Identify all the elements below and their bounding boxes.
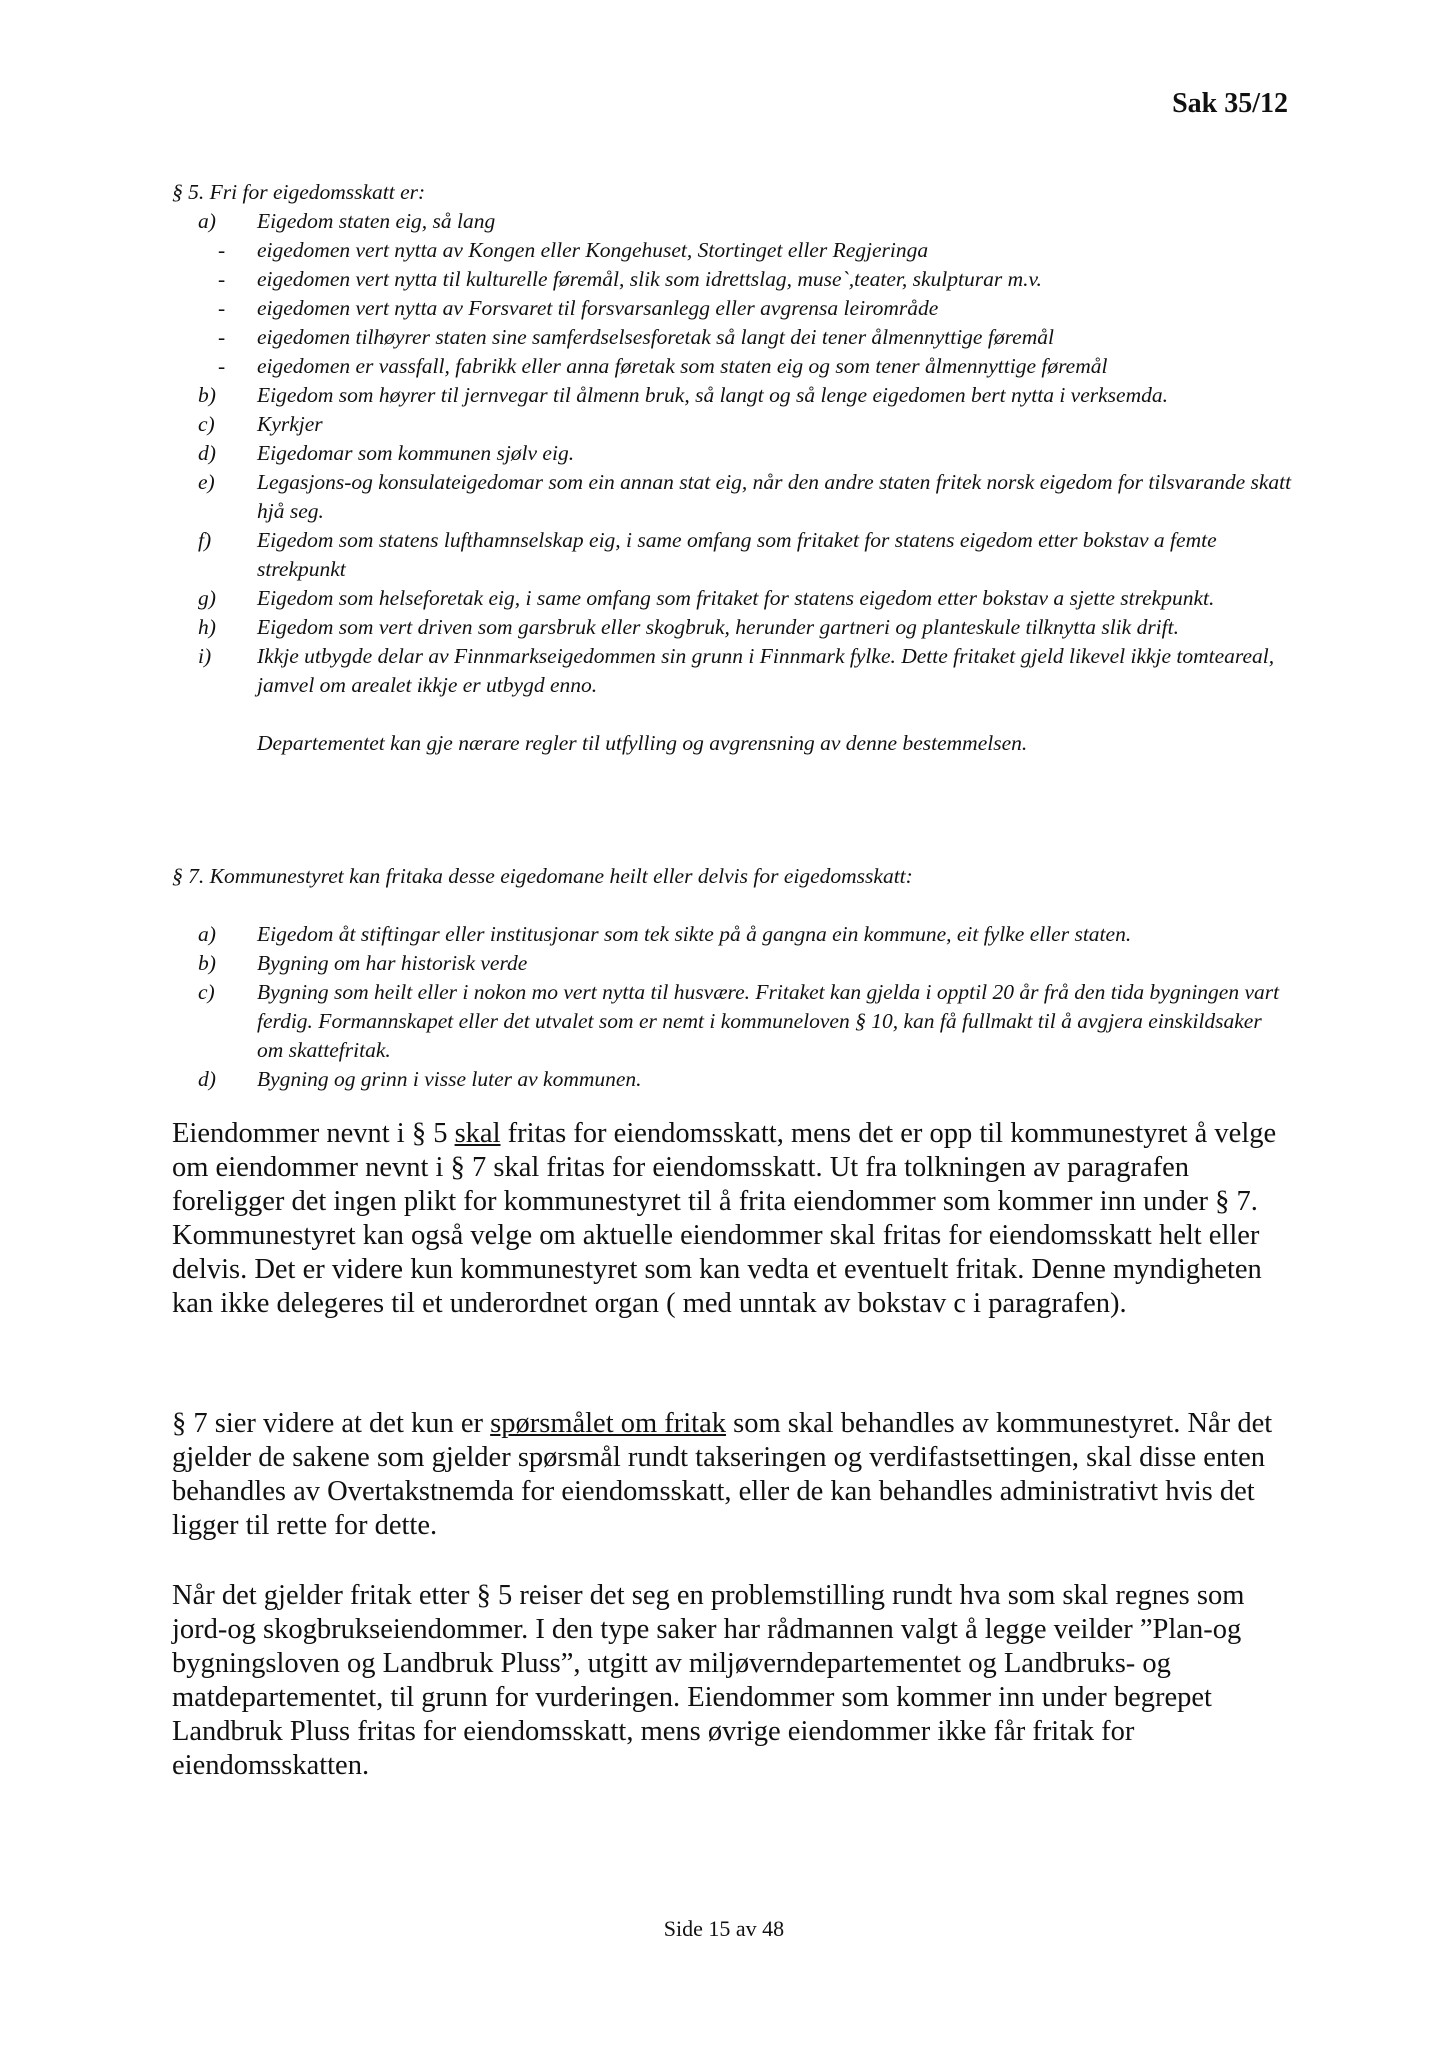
item-text: Eigedom som helseforetak eig, i same omfang som fritaket for statens eigedom etter bokstav a sjette strekpunkt.	[257, 586, 1215, 610]
item-text: Bygning som heilt eller i nokon mo vert nytta til husvære. Fritaket kan gjelda i opptil 20 år frå den tida bygningen vart ferdig. Formannskapet eller det utvalet som er nemt i kommuneloven § 10, kan få fullmakt til å avgjera einskildsaker om skattefritak.	[257, 980, 1280, 1062]
list-item	[172, 978, 1292, 1065]
page-number: Side 15 av 48	[663, 1916, 785, 1941]
item-marker: a)	[198, 922, 216, 946]
paragraph-text: som skal behandles av kommunestyret. Når det gjelder de sakene som gjelder spørsmål rundt takseringen og verdifastsettingen, skal disse enten behandles av Overtakstnemda for eiendomsskatt, eller de kan behandles administrativt hvis det ligger til rette for dette.	[172, 1408, 1273, 1541]
paragraph-text: § 7 sier videre at det kun er	[172, 1408, 491, 1439]
paragraph-exemption-rules	[172, 1117, 1292, 1321]
underlined-text: skal	[454, 1118, 501, 1149]
item-text: eigedomen vert nytta av Forsvaret til forsvarsanlegg eller avgrensa leirområde	[257, 296, 939, 320]
item-marker: h)	[198, 615, 216, 639]
item-text: Eigedomar som kommunen sjølv eig.	[257, 441, 575, 465]
list-item	[172, 439, 1292, 468]
list-item	[172, 1065, 1292, 1094]
section-5-note: Departementet kan gje nærare regler til utfylling og avgrensning av denne bestemmelsen.	[257, 731, 1028, 755]
section-5-list	[172, 207, 1292, 700]
item-marker: i)	[198, 644, 212, 668]
item-text: Eigedom som høyrer til jernvegar til ålmenn bruk, så langt og så lenge eigedomen bert nytta i verksemda.	[257, 383, 1168, 407]
item-marker: b)	[198, 951, 216, 975]
item-text: Kyrkjer	[257, 412, 323, 436]
item-marker: a)	[198, 209, 216, 233]
list-item	[172, 584, 1292, 613]
section-7-heading: § 7. Kommunestyret kan fritaka desse eigedomane heilt eller delvis for eigedomsskatt:	[172, 864, 913, 888]
item-text: Bygning om har historisk verde	[257, 951, 528, 975]
item-marker: c)	[198, 980, 215, 1004]
item-marker: -	[218, 238, 226, 262]
section-7-list	[172, 920, 1292, 1094]
item-text: Eigedom som statens lufthamnselskap eig, i same omfang som fritaket for statens eigedom etter bokstav a femte strekpunkt	[257, 528, 1217, 581]
paragraph-section-7-handling	[172, 1407, 1292, 1543]
item-text: eigedomen vert nytta av Kongen eller Kongehuset, Stortinget eller Regjeringa	[257, 238, 929, 262]
item-marker: d)	[198, 1067, 216, 1091]
list-item	[172, 468, 1292, 526]
item-text: eigedomen er vassfall, fabrikk eller anna føretak som staten eig og som tener ålmennyttige føremål	[257, 354, 1108, 378]
underlined-text: spørsmålet om fritak	[490, 1408, 727, 1439]
paragraph-text: Når det gjelder fritak etter § 5 reiser det seg en problemstilling rundt hva som skal regnes som jord-og skogbrukseiendommer. I den type saker har rådmannen valgt å legge veilder ”Plan-og bygningsloven og Landbruk Pluss”, utgitt av miljøverndepartementet og Landbruks- og matdepartementet, til grunn for vurderingen. Eiendommer som kommer inn under begrepet Landbruk Pluss fritas for eiendomsskatt, mens øvrige eiendommer ikke får fritak for eiendomsskatten.	[172, 1580, 1245, 1781]
list-item	[172, 642, 1292, 700]
case-number: Sak 35/12	[1172, 88, 1288, 119]
section-5	[172, 178, 1292, 758]
item-marker: d)	[198, 441, 216, 465]
section-5-heading: § 5. Fri for eigedomsskatt er:	[172, 180, 426, 204]
list-item	[172, 920, 1292, 949]
list-item	[172, 352, 1292, 381]
item-marker: -	[218, 267, 226, 291]
item-marker: f)	[198, 528, 212, 552]
list-item	[172, 265, 1292, 294]
item-marker: -	[218, 296, 226, 320]
list-item	[172, 207, 1292, 236]
item-text: eigedomen tilhøyrer staten sine samferdselsesforetak så langt dei tener ålmennyttige føremål	[257, 325, 1054, 349]
list-item	[172, 381, 1292, 410]
list-item	[172, 949, 1292, 978]
paragraph-text: fritas for eiendomsskatt, mens det er opp til kommunestyret å velge om eiendommer nevnt i § 7 skal fritas for eiendomsskatt. Ut fra tolkningen av paragrafen foreligger det ingen plikt for kommunestyret til å frita eiendommer som kommer inn under § 7. Kommunestyret kan også velge om aktuelle eiendommer skal fritas for eiendomsskatt helt eller delvis. Det er videre kun kommunestyret som kan vedta et eventuelt fritak. Denne myndigheten kan ikke delegeres til et underordnet organ ( med unntak av bokstav c i paragrafen).	[172, 1118, 1277, 1319]
paragraph-landbruk-pluss	[172, 1579, 1292, 1783]
list-item	[172, 410, 1292, 439]
list-item	[172, 294, 1292, 323]
item-marker: e)	[198, 470, 215, 494]
item-text: eigedomen vert nytta til kulturelle føremål, slik som idrettslag, muse`,teater, skulpturar m.v.	[257, 267, 1042, 291]
item-text: Bygning og grinn i visse luter av kommunen.	[257, 1067, 642, 1091]
item-marker: g)	[198, 586, 216, 610]
list-item	[172, 236, 1292, 265]
item-text: Ikkje utbygde delar av Finnmarkseigedommen sin grunn i Finnmark fylke. Dette fritaket gjeld likevel ikkje tomteareal, jamvel om arealet ikkje er utbygd enno.	[257, 644, 1275, 697]
list-item	[172, 323, 1292, 352]
item-marker: c)	[198, 412, 215, 436]
item-text: Legasjons-og konsulateigedomar som ein annan stat eig, når den andre staten fritek norsk eigedom for tilsvarande skatt hjå seg.	[257, 470, 1292, 523]
section-7	[172, 862, 1292, 1094]
item-text: Eigedom som vert driven som garsbruk eller skogbruk, herunder gartneri og planteskule tilknytta slik drift.	[257, 615, 1179, 639]
item-marker: b)	[198, 383, 216, 407]
list-item	[172, 526, 1292, 584]
paragraph-text: Eiendommer nevnt i § 5	[172, 1118, 455, 1149]
item-text: Eigedom staten eig, så lang	[257, 209, 496, 233]
item-marker: -	[218, 354, 226, 378]
list-item	[172, 613, 1292, 642]
item-text: Eigedom åt stiftingar eller institusjonar som tek sikte på å gangna ein kommune, eit fylke eller staten.	[257, 922, 1132, 946]
item-marker: -	[218, 325, 226, 349]
